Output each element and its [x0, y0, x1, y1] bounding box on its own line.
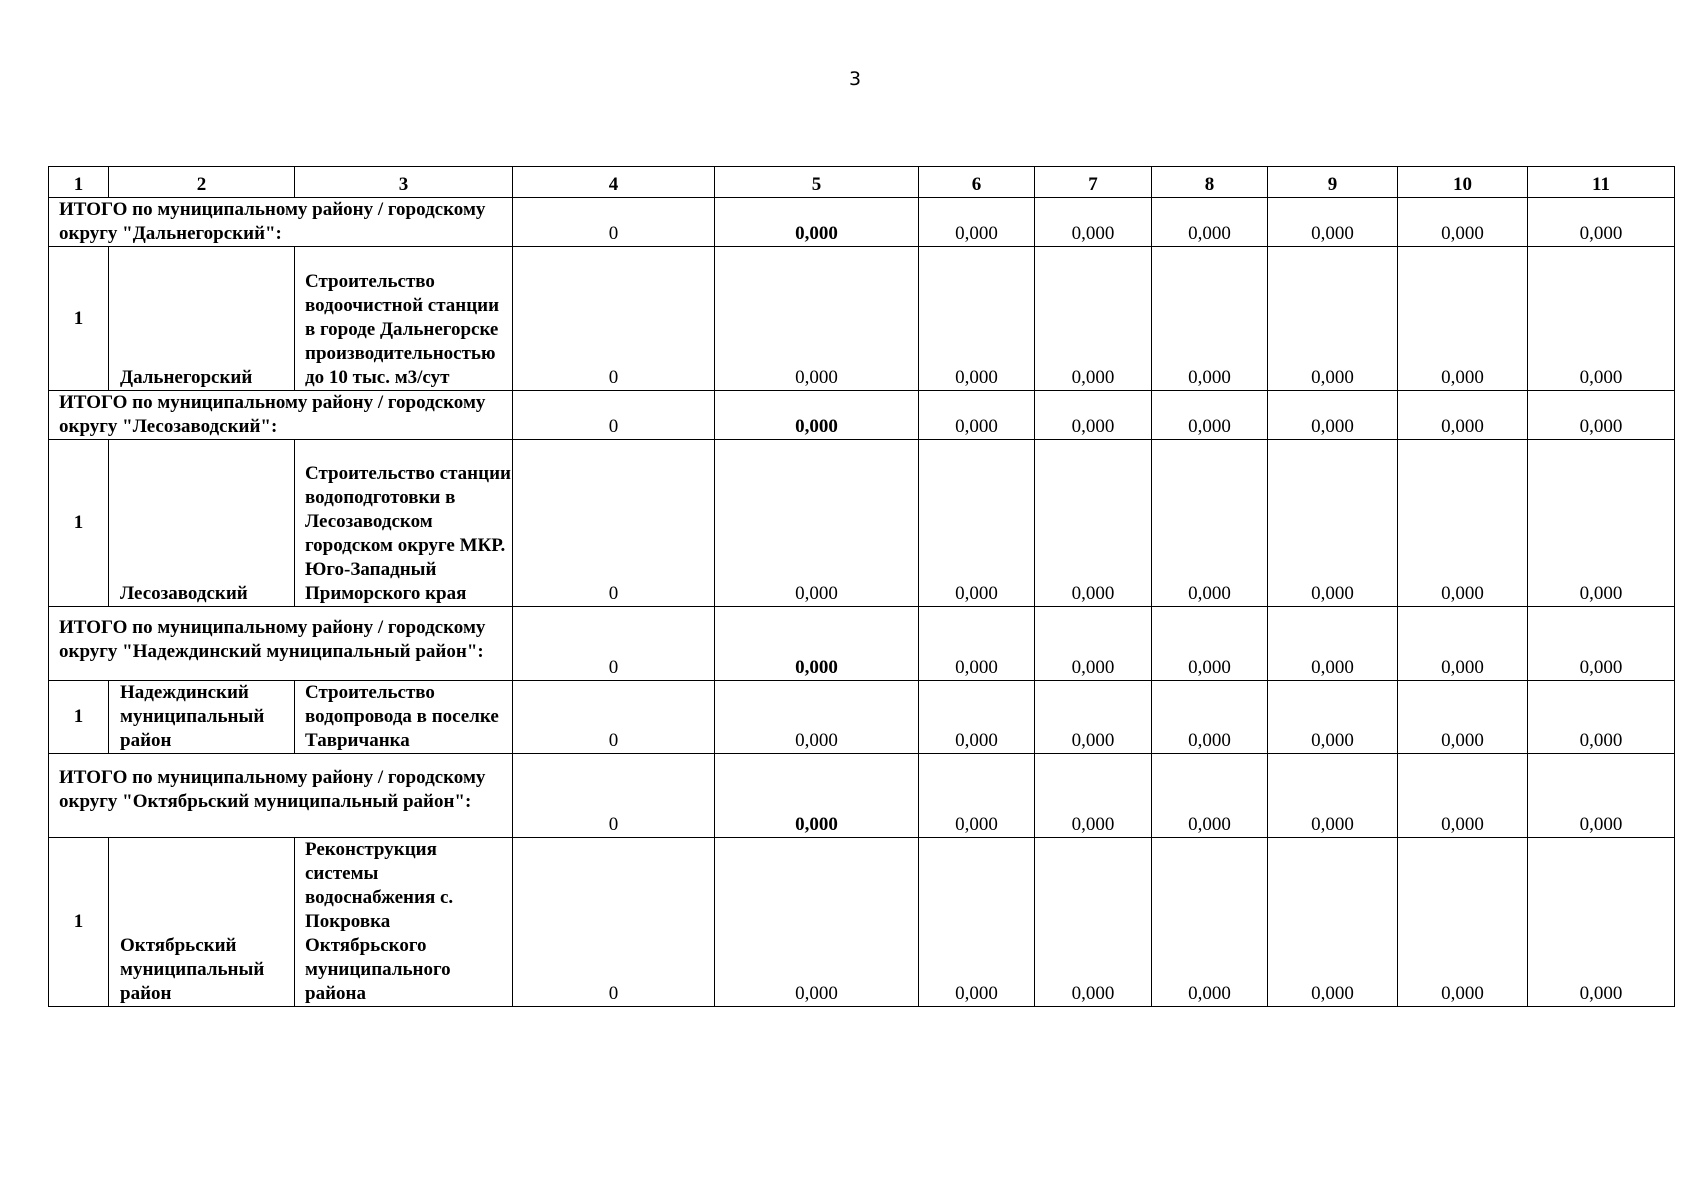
total-row — [49, 754, 1675, 838]
value-cell: 0,000 — [1152, 607, 1268, 681]
value-cell: 0,000 — [1398, 754, 1528, 838]
count-cell: 0 — [513, 681, 715, 754]
value-cell: 0,000 — [715, 681, 919, 754]
value-cell: 0,000 — [919, 391, 1035, 440]
value-cell: 0,000 — [715, 440, 919, 607]
district-cell: Дальнегорский — [109, 247, 295, 391]
total-label: ИТОГО по муниципальному району / городскому округу "Надеждинский муниципальный район": — [49, 607, 513, 681]
value-cell: 0,000 — [1152, 198, 1268, 247]
value-cell: 0,000 — [1528, 681, 1675, 754]
value-cell: 0,000 — [1268, 838, 1398, 1007]
total-row — [49, 198, 1675, 247]
value-cell: 0,000 — [919, 754, 1035, 838]
data-table — [48, 166, 1675, 1007]
value-cell: 0,000 — [919, 440, 1035, 607]
value-cell: 0,000 — [1035, 681, 1152, 754]
row-number: 1 — [49, 247, 109, 391]
value-cell: 0,000 — [1268, 391, 1398, 440]
row-number: 1 — [49, 440, 109, 607]
value-cell: 0,000 — [1528, 440, 1675, 607]
row-number: 1 — [49, 838, 109, 1007]
value-cell: 0,000 — [1035, 391, 1152, 440]
district-cell: Лесозаводский — [109, 440, 295, 607]
value-cell: 0,000 — [1528, 754, 1675, 838]
value-cell: 0,000 — [1035, 607, 1152, 681]
item-row — [49, 681, 1675, 754]
object-description: Реконструкция системы водоснабжения с. Покровка Октябрьского муниципального района — [295, 838, 513, 1007]
total-row — [49, 607, 1675, 681]
total-row — [49, 391, 1675, 440]
value-cell: 0,000 — [1268, 754, 1398, 838]
value-cell: 0,000 — [1152, 391, 1268, 440]
count-cell: 0 — [513, 607, 715, 681]
header-cell: 3 — [295, 167, 513, 198]
value-cell: 0,000 — [1398, 838, 1528, 1007]
value-cell: 0,000 — [715, 247, 919, 391]
value-cell: 0,000 — [1268, 607, 1398, 681]
count-cell: 0 — [513, 754, 715, 838]
header-cell: 2 — [109, 167, 295, 198]
value-cell: 0,000 — [1035, 838, 1152, 1007]
value-cell: 0,000 — [715, 391, 919, 440]
value-cell: 0,000 — [1035, 440, 1152, 607]
total-label: ИТОГО по муниципальному району / городскому округу "Октябрьский муниципальный район": — [49, 754, 513, 838]
row-number: 1 — [49, 681, 109, 754]
value-cell: 0,000 — [1528, 391, 1675, 440]
header-cell: 11 — [1528, 167, 1675, 198]
header-cell: 10 — [1398, 167, 1528, 198]
value-cell: 0,000 — [919, 247, 1035, 391]
value-cell: 0,000 — [1398, 607, 1528, 681]
header-cell: 6 — [919, 167, 1035, 198]
item-row — [49, 247, 1675, 391]
value-cell: 0,000 — [1268, 681, 1398, 754]
value-cell: 0,000 — [1035, 198, 1152, 247]
district-cell: Надеждинский муниципальный район — [109, 681, 295, 754]
value-cell: 0,000 — [1528, 198, 1675, 247]
item-row — [49, 838, 1675, 1007]
value-cell: 0,000 — [919, 681, 1035, 754]
value-cell: 0,000 — [1268, 247, 1398, 391]
value-cell: 0,000 — [1152, 681, 1268, 754]
value-cell: 0,000 — [1152, 440, 1268, 607]
total-label: ИТОГО по муниципальному району / городскому округу "Дальнегорский": — [49, 198, 513, 247]
value-cell: 0,000 — [1398, 440, 1528, 607]
header-row — [49, 167, 1675, 198]
value-cell: 0,000 — [1268, 440, 1398, 607]
value-cell: 0,000 — [715, 198, 919, 247]
value-cell: 0,000 — [1398, 198, 1528, 247]
count-cell: 0 — [513, 198, 715, 247]
value-cell: 0,000 — [1398, 247, 1528, 391]
value-cell: 0,000 — [1035, 247, 1152, 391]
value-cell: 0,000 — [1528, 838, 1675, 1007]
count-cell: 0 — [513, 440, 715, 607]
value-cell: 0,000 — [715, 754, 919, 838]
object-description: Строительство станции водоподготовки в Лесозаводском городском округе МКР. Юго-Западный Приморского края — [295, 440, 513, 607]
value-cell: 0,000 — [1152, 754, 1268, 838]
value-cell: 0,000 — [715, 607, 919, 681]
value-cell: 0,000 — [919, 607, 1035, 681]
value-cell: 0,000 — [1398, 391, 1528, 440]
value-cell: 0,000 — [1528, 247, 1675, 391]
value-cell: 0,000 — [1398, 681, 1528, 754]
object-description: Строительство водопровода в поселке Тавричанка — [295, 681, 513, 754]
value-cell: 0,000 — [919, 198, 1035, 247]
header-cell: 7 — [1035, 167, 1152, 198]
header-cell: 5 — [715, 167, 919, 198]
header-cell: 4 — [513, 167, 715, 198]
value-cell: 0,000 — [1035, 754, 1152, 838]
object-description: Строительство водоочистной станции в городе Дальнегорске производительностью до 10 тыс. м3/сут — [295, 247, 513, 391]
district-cell: Октябрьский муниципальный район — [109, 838, 295, 1007]
value-cell: 0,000 — [1152, 247, 1268, 391]
value-cell: 0,000 — [1268, 198, 1398, 247]
value-cell: 0,000 — [1152, 838, 1268, 1007]
value-cell: 0,000 — [715, 838, 919, 1007]
count-cell: 0 — [513, 391, 715, 440]
value-cell: 0,000 — [1528, 607, 1675, 681]
count-cell: 0 — [513, 838, 715, 1007]
value-cell: 0,000 — [919, 838, 1035, 1007]
header-cell: 1 — [49, 167, 109, 198]
item-row — [49, 440, 1675, 607]
page-number: 3 — [848, 68, 862, 90]
header-cell: 8 — [1152, 167, 1268, 198]
header-cell: 9 — [1268, 167, 1398, 198]
total-label: ИТОГО по муниципальному району / городскому округу "Лесозаводский": — [49, 391, 513, 440]
count-cell: 0 — [513, 247, 715, 391]
